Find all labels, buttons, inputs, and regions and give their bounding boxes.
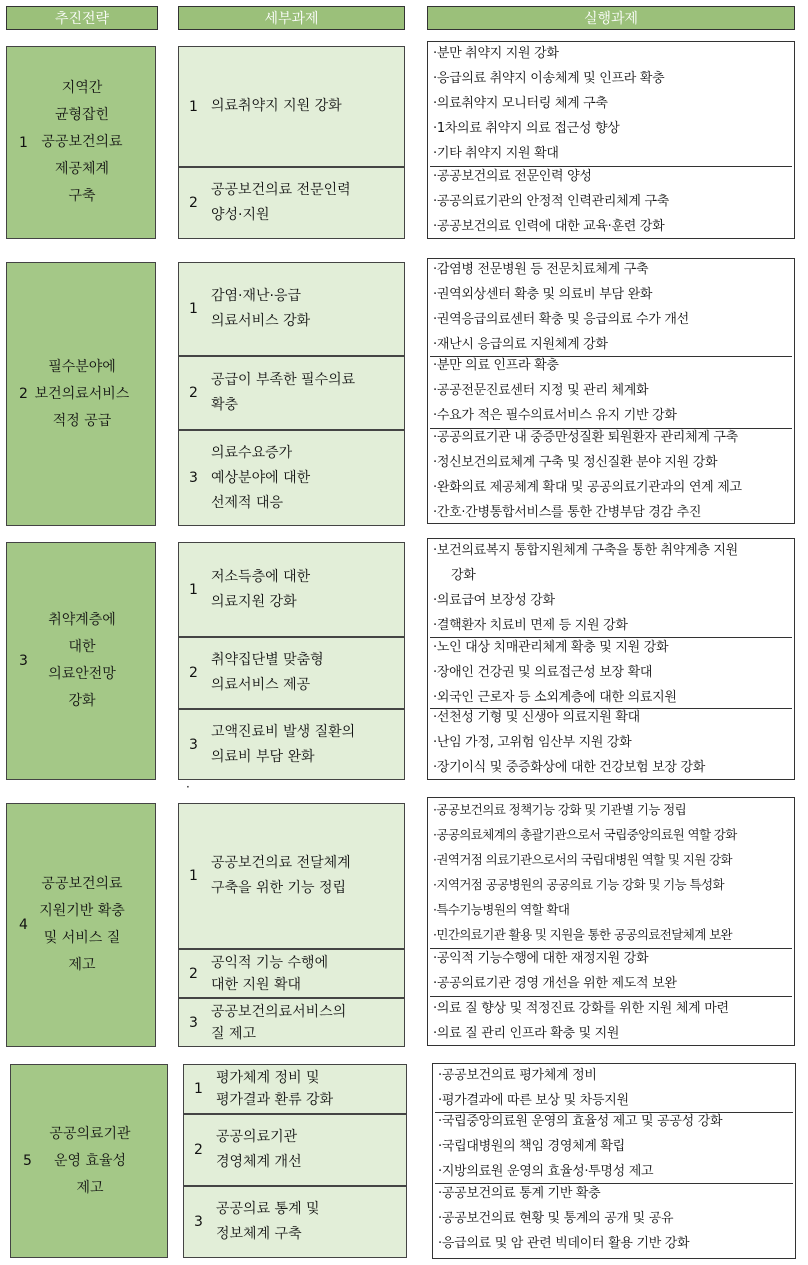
- subtask-title: [211, 543, 398, 636]
- subtask-title: [211, 357, 398, 429]
- subtask-title-line: 확충: [211, 397, 239, 413]
- strategy-title: [21, 1065, 159, 1257]
- action-item: ·공공보건의료 현황 및 통계의 공개 및 공유: [438, 1211, 674, 1226]
- strategy-2-cell: [6, 262, 156, 526]
- strategy-title-line: 강화: [68, 693, 96, 709]
- action-item: ·간호·간병통합서비스를 통한 간병부담 경감 추진: [433, 505, 702, 520]
- strategy-1-cell: [6, 46, 156, 239]
- strategy-title-line: 필수분야에: [48, 358, 116, 375]
- action-list-2-3: [433, 425, 793, 525]
- subtask-3-3: [178, 709, 405, 780]
- subtask-title-line: 의료취약지 지원 강화: [211, 98, 342, 114]
- subtask-number: 1: [189, 98, 198, 115]
- strategy-number: 4: [19, 917, 28, 933]
- action-item: ·공공보건의료 정책기능 강화 및 기관별 기능 정립: [433, 802, 687, 817]
- action-item: ·공공의료기관 경영 개선을 위한 제도적 보완: [433, 976, 677, 991]
- action-item: ·난임 가정, 고위험 임산부 지원 강화: [433, 735, 632, 750]
- subtask-3-2: [178, 637, 405, 709]
- subtask-title-line: 의료서비스 제공: [211, 677, 311, 693]
- action-item: ·권역응급의료센터 확충 및 응급의료 수가 개선: [433, 312, 689, 327]
- subtask-title: [211, 168, 398, 238]
- action-item: ·공공전문진료센터 지정 및 관리 체계화: [433, 383, 649, 398]
- subtask-title-line: 질 제고: [211, 1025, 257, 1042]
- subtask-2-2: [178, 356, 405, 430]
- action-list-4-3: [433, 996, 793, 1046]
- action-item: ·공공의료기관의 안정적 인력관리체계 구축: [433, 194, 669, 209]
- action-list-5-2: [438, 1109, 792, 1184]
- strategy-title-line: 제고: [76, 1179, 104, 1196]
- action-item: ·응급의료 및 암 관련 빅데이터 활용 기반 강화: [438, 1236, 690, 1251]
- subtask-title-line: 예상분야에 대한: [211, 469, 311, 486]
- strategy-title-line: 지원기반 확충: [39, 903, 125, 919]
- subtask-1-1: [178, 46, 405, 167]
- action-item: ·외국인 근로자 등 소외계층에 대한 의료지원: [433, 690, 677, 705]
- header-action: 실행과제: [427, 6, 795, 30]
- action-item: ·공공보건의료 전문인력 양성: [433, 169, 592, 184]
- subtask-title: [211, 431, 398, 525]
- subtask-title: [211, 47, 398, 166]
- action-item: ·의료급여 보장성 강화: [433, 593, 555, 608]
- subtask-title-line: 공급이 부족한 필수의료: [211, 372, 356, 388]
- strategy-number: 5: [23, 1153, 32, 1169]
- action-item: ·선천성 기형 및 신생아 의료지원 확대: [433, 710, 640, 725]
- subtask-title-line: 공공보건의료 전문인력: [211, 182, 351, 198]
- strategy-number: 3: [19, 653, 28, 669]
- action-list-2-2: [433, 353, 793, 428]
- action-list-2-1: [433, 257, 793, 357]
- action-item: ·민간의료기관 활용 및 지원을 통한 공공의료전달체계 보완: [433, 927, 733, 942]
- subtask-title-line: 저소득층에 대한: [211, 568, 311, 585]
- action-list-3-2: [433, 635, 793, 710]
- action-item: ·공공보건의료 평가체계 정비: [438, 1068, 597, 1083]
- strategy-3-cell: [6, 542, 156, 780]
- header-strategy: 추진전략: [6, 6, 158, 30]
- action-list-4-1: [433, 797, 793, 947]
- strategy-title: [17, 804, 147, 1046]
- subtask-number: 2: [194, 1142, 203, 1158]
- action-item: ·노인 대상 치매관리체계 확충 및 지원 강화: [433, 640, 669, 655]
- header-subtask: 세부과제: [178, 6, 405, 30]
- subtask-title-line: 평가결과 환류 강화: [216, 1092, 334, 1108]
- action-item: ·의료 질 관리 인프라 확충 및 지원: [433, 1026, 620, 1041]
- subtask-title-line: 경영체계 개선: [216, 1154, 302, 1170]
- action-list-1-1: [433, 41, 793, 166]
- subtask-title: [216, 1115, 400, 1185]
- action-item-continued: 강화: [451, 568, 476, 583]
- subtask-title-line: 의료지원 강화: [211, 593, 297, 610]
- action-item: ·공익적 기능수행에 대한 재정지원 강화: [433, 951, 649, 966]
- subtask-number: 2: [189, 965, 198, 982]
- subtask-2-1: [178, 262, 405, 356]
- action-item: ·국립중앙의료원 운영의 효율성 제고 및 공공성 강화: [438, 1114, 723, 1129]
- subtask-4-3: [178, 998, 405, 1047]
- subtask-number: 1: [189, 301, 198, 317]
- strategy-4-cell: [6, 803, 156, 1047]
- strategy-title-line: 및 서비스 질: [43, 930, 121, 946]
- action-item: ·권역외상센터 확충 및 의료비 부담 완화: [433, 287, 653, 302]
- subtask-4-1: [178, 803, 405, 949]
- action-list-4-2: [433, 946, 793, 996]
- action-item: ·재난시 응급의료 지원체계 강화: [433, 337, 608, 352]
- subtask-title: [211, 950, 398, 997]
- action-item: ·국립대병원의 책임 경영체계 확립: [438, 1139, 625, 1154]
- strategy-number: 2: [19, 386, 28, 402]
- action-item: ·결핵환자 치료비 면제 등 지원 강화: [433, 618, 628, 633]
- subtask-4-2: [178, 949, 405, 998]
- subtask-title-line: 감염·재난·응급: [211, 288, 302, 304]
- action-item: ·평가결과에 따른 보상 및 차등지원: [438, 1093, 629, 1108]
- strategy-title-line: 공공의료기관: [49, 1125, 131, 1142]
- subtask-title: [211, 999, 398, 1046]
- action-item: ·장애인 건강권 및 의료접근성 보장 확대: [433, 665, 653, 680]
- action-item: ·수요가 적은 필수의료서비스 유지 기반 강화: [433, 408, 677, 423]
- subtask-number: 1: [189, 868, 198, 884]
- action-item: ·응급의료 취약지 이송체계 및 인프라 확충: [433, 71, 665, 86]
- action-item: ·권역거점 의료기관으로서의 국립대병원 역할 및 지원 강화: [433, 852, 733, 867]
- strategy-title-line: 지역간: [61, 80, 103, 96]
- subtask-title-line: 고액진료비 발생 질환의: [211, 723, 356, 740]
- action-item: ·기타 취약지 지원 확대: [433, 146, 559, 161]
- action-item: ·완화의료 제공체계 확대 및 공공의료기관과의 연계 제고: [433, 480, 742, 495]
- strategy-title-line: 구축: [68, 188, 96, 204]
- action-item: ·의료취약지 모니터링 체계 구축: [433, 96, 608, 111]
- subtask-title: [216, 1065, 400, 1113]
- strategy-number: 1: [19, 134, 28, 151]
- action-item: ·분만 취약지 지원 강화: [433, 46, 559, 61]
- subtask-title: [211, 710, 398, 779]
- stray-mark: ·: [186, 780, 190, 794]
- subtask-number: 3: [189, 470, 198, 486]
- action-list-3-1: [433, 538, 793, 638]
- subtask-title-line: 대한 지원 확대: [211, 976, 302, 993]
- subtask-title-line: 정보체계 구축: [216, 1226, 302, 1242]
- action-item: ·의료 질 향상 및 적정진료 강화를 위한 지원 체계 마련: [433, 1001, 729, 1016]
- action-list-5-1: [438, 1063, 792, 1113]
- strategy-title: [17, 47, 147, 238]
- subtask-number: 2: [189, 385, 198, 401]
- action-item: ·공공보건의료 통계 기반 확충: [438, 1186, 601, 1201]
- subtask-title-line: 선제적 대응: [211, 494, 284, 511]
- action-list-5-3: [438, 1181, 792, 1256]
- strategy-title-line: 공공보건의료: [41, 134, 123, 150]
- action-list-1-2: [433, 164, 793, 239]
- action-item: ·공공의료체계의 총괄기관으로서 국립중앙의료원 역할 강화: [433, 827, 737, 842]
- action-item: ·정신보건의료체계 구축 및 정신질환 분야 지원 강화: [433, 455, 718, 470]
- strategy-title-line: 대한: [68, 639, 96, 655]
- subtask-title-line: 구축을 위한 기능 정립: [211, 880, 347, 896]
- subtask-number: 3: [189, 736, 198, 753]
- subtask-5-1: [183, 1064, 407, 1114]
- subtask-title-line: 공공의료 통계 및: [216, 1201, 320, 1217]
- action-item: ·공공의료기관 내 중증만성질환 퇴원환자 관리체계 구축: [433, 430, 738, 445]
- action-item: ·감염병 전문병원 등 전문치료체계 구축: [433, 262, 649, 277]
- subtask-title: [211, 638, 398, 708]
- action-item: ·특수기능병원의 역할 확대: [433, 902, 570, 917]
- subtask-number: 2: [189, 665, 198, 681]
- subtask-title-line: 의료서비스 강화: [211, 313, 311, 329]
- action-item: ·공공보건의료 인력에 대한 교육·훈련 강화: [433, 219, 665, 234]
- strategy-title-line: 공공보건의료: [41, 876, 123, 892]
- subtask-number: 2: [189, 195, 198, 211]
- subtask-5-3: [183, 1186, 407, 1258]
- subtask-title: [211, 804, 398, 948]
- strategy-title-line: 운영 효율성: [53, 1152, 127, 1169]
- strategy-title-line: 제공체계: [54, 161, 110, 177]
- subtask-title: [216, 1187, 400, 1257]
- subtask-title-line: 취약집단별 맞춤형: [211, 652, 324, 668]
- action-item: ·지방의료원 운영의 효율성·투명성 제고: [438, 1164, 654, 1179]
- subtask-1-2: [178, 167, 405, 239]
- action-item: ·1차의료 취약지 의료 접근성 향상: [433, 121, 620, 136]
- strategy-title: [17, 543, 147, 779]
- subtask-title-line: 의료비 부담 완화: [211, 748, 315, 765]
- strategy-title: [17, 263, 147, 525]
- strategy-title-line: 균형잡힌: [54, 107, 110, 123]
- subtask-number: 1: [189, 581, 198, 598]
- subtask-title-line: 공공보건의료 전달체계: [211, 855, 351, 871]
- subtask-number: 3: [189, 1014, 198, 1031]
- subtask-title-line: 공공보건의료서비스의: [211, 1003, 347, 1020]
- subtask-title: [211, 263, 398, 355]
- subtask-5-2: [183, 1114, 407, 1186]
- subtask-number: 3: [194, 1214, 203, 1230]
- subtask-3-1: [178, 542, 405, 637]
- action-item: ·보건의료복지 통합지원체계 구축을 통한 취약계층 지원: [433, 543, 738, 558]
- subtask-title-line: 공익적 기능 수행에: [211, 954, 329, 971]
- strategy-title-line: 적정 공급: [52, 412, 112, 429]
- action-item: ·장기이식 및 중증화상에 대한 건강보험 보장 강화: [433, 760, 705, 775]
- strategy-title-line: 제고: [68, 957, 96, 973]
- subtask-number: 1: [194, 1081, 203, 1097]
- subtask-title-line: 평가체계 정비 및: [216, 1070, 320, 1086]
- strategy-title-line: 보건의료서비스: [34, 385, 130, 402]
- subtask-title-line: 양성·지원: [211, 207, 270, 223]
- subtask-title-line: 의료수요증가: [211, 444, 293, 461]
- action-item: ·분만 의료 인프라 확충: [433, 358, 559, 373]
- strategy-5-cell: [10, 1064, 168, 1258]
- strategy-title-line: 취약계층에: [48, 612, 116, 628]
- strategy-title-line: 의료안전망: [48, 666, 116, 682]
- action-item: ·지역거점 공공병원의 공공의료 기능 강화 및 기능 특성화: [433, 877, 724, 892]
- action-list-3-3: [433, 705, 793, 780]
- subtask-title-line: 공공의료기관: [216, 1129, 298, 1145]
- subtask-2-3: [178, 430, 405, 526]
